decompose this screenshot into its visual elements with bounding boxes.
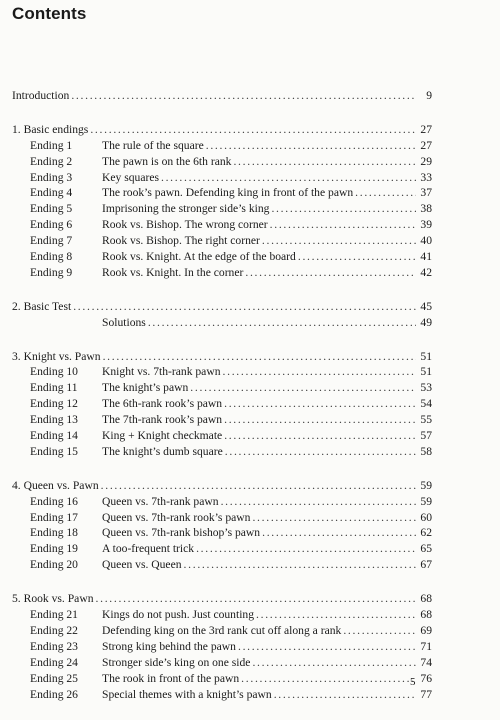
- toc-section: [12, 349, 432, 460]
- dot-leader: [256, 607, 416, 623]
- entry-title: King + Knight checkmate: [102, 429, 223, 443]
- ending-number: Ending 3: [30, 170, 73, 184]
- ending-number: Ending 20: [30, 558, 78, 572]
- ending-number: Ending 6: [30, 218, 73, 232]
- page-number: 55: [420, 413, 432, 427]
- toc-section-header[interactable]: [12, 299, 432, 315]
- toc-entry[interactable]: [12, 607, 432, 623]
- toc-entry[interactable]: [12, 412, 432, 428]
- page-number: 41: [420, 250, 432, 264]
- dot-leader: [190, 380, 416, 396]
- ending-number: Ending 15: [30, 444, 78, 458]
- toc-entry[interactable]: [12, 687, 432, 703]
- section-title: 4. Queen vs. Pawn: [12, 478, 99, 492]
- ending-number: Ending 18: [30, 526, 78, 540]
- dot-leader: [73, 299, 416, 315]
- section-title: 1. Basic endings: [12, 122, 89, 136]
- dot-leader: [206, 138, 416, 154]
- entry-title: Key squares: [102, 170, 159, 184]
- toc-entry[interactable]: [12, 315, 432, 331]
- entry-title: The 7th-rank rook’s pawn: [102, 413, 223, 427]
- entry-title: The knight’s pawn: [102, 381, 189, 395]
- page-number: 51: [420, 349, 432, 363]
- dot-leader: [223, 364, 417, 380]
- toc-section: [12, 122, 432, 281]
- toc-entry[interactable]: [12, 444, 432, 460]
- ending-number: Ending 8: [30, 250, 73, 264]
- toc-entry[interactable]: [12, 623, 432, 639]
- dot-leader: [196, 541, 416, 557]
- entry-title: Defending king on the 3rd rank cut off along a rank: [102, 623, 342, 637]
- ending-number: Ending 19: [30, 542, 78, 556]
- ending-number: Ending 13: [30, 413, 78, 427]
- entry-title: The rule of the square: [102, 138, 204, 152]
- page-number: 60: [420, 510, 432, 524]
- page-number: 27: [420, 138, 432, 152]
- toc-entry[interactable]: [12, 428, 432, 444]
- page-number: 58: [420, 444, 432, 458]
- page-number: 9: [426, 89, 432, 102]
- dot-leader: [355, 185, 416, 201]
- page-number: 40: [420, 234, 432, 248]
- ending-number: Ending 25: [30, 671, 78, 685]
- page-number: 51: [420, 365, 432, 379]
- dot-leader: [343, 623, 416, 639]
- toc-entry[interactable]: [12, 510, 432, 526]
- dot-leader: [184, 557, 416, 573]
- entry-title: The pawn is on the 6th rank: [102, 154, 232, 168]
- ending-number: Ending 12: [30, 397, 78, 411]
- page-number: 27: [420, 122, 432, 136]
- toc-section: [12, 478, 432, 573]
- dot-leader: [101, 478, 416, 494]
- ending-number: Ending 10: [30, 365, 78, 379]
- toc-entry[interactable]: [12, 170, 432, 186]
- page-number: 5: [410, 676, 416, 688]
- dot-leader: [262, 233, 416, 249]
- table-of-contents: [12, 88, 432, 720]
- page-number: 59: [420, 478, 432, 492]
- ending-number: Ending 26: [30, 687, 78, 701]
- section-title: 5. Rook vs. Pawn: [12, 592, 94, 606]
- entry-title: Special themes with a knight’s pawn: [102, 687, 272, 701]
- page-number: 59: [420, 494, 432, 508]
- page-number: 62: [420, 526, 432, 540]
- section-title: Introduction: [12, 89, 70, 102]
- toc-section-header[interactable]: [12, 349, 432, 365]
- toc-entry[interactable]: [12, 525, 432, 541]
- dot-leader: [252, 510, 416, 526]
- page-number: 74: [420, 655, 432, 669]
- ending-number: Ending 2: [30, 154, 73, 168]
- ending-number: Ending 1: [30, 138, 73, 152]
- ending-number: Ending 7: [30, 234, 73, 248]
- toc-entry[interactable]: [12, 380, 432, 396]
- toc-entry[interactable]: [12, 265, 432, 281]
- entry-title: Queen vs. 7th-rank rook’s pawn: [102, 510, 251, 524]
- ending-number: Ending 24: [30, 655, 78, 669]
- page-number: 53: [420, 381, 432, 395]
- entry-title: The rook’s pawn. Defending king in front of the pawn: [102, 186, 354, 200]
- ending-number: Ending 11: [30, 381, 78, 395]
- page-number: 76: [420, 671, 432, 685]
- dot-leader: [270, 217, 416, 233]
- dot-leader: [161, 170, 416, 186]
- toc-entry[interactable]: [12, 494, 432, 510]
- page-number: 29: [420, 154, 432, 168]
- entry-title: Queen vs. Queen: [102, 558, 182, 572]
- entry-title: Queen vs. 7th-rank pawn: [102, 494, 219, 508]
- toc-entry[interactable]: [12, 249, 432, 265]
- dot-leader: [274, 687, 416, 703]
- dot-leader: [233, 154, 416, 170]
- page-number: 42: [420, 265, 432, 279]
- page-title: Contents: [12, 4, 87, 23]
- ending-number: Ending 23: [30, 639, 78, 653]
- page-number: 69: [420, 623, 432, 637]
- page-number: 38: [420, 202, 432, 216]
- toc-entry[interactable]: [12, 541, 432, 557]
- toc-entry[interactable]: [12, 138, 432, 154]
- dot-leader: [245, 265, 416, 281]
- toc-section-header[interactable]: [12, 88, 432, 104]
- toc-section-header[interactable]: [12, 591, 432, 607]
- entry-title: Stronger side’s king on one side: [102, 655, 251, 669]
- toc-section: [12, 88, 432, 104]
- toc-entry[interactable]: [12, 639, 432, 655]
- page-number: 33: [420, 170, 432, 184]
- dot-leader: [271, 201, 416, 217]
- toc-entry[interactable]: [12, 557, 432, 573]
- dot-leader: [241, 671, 416, 687]
- page-number: 37: [420, 186, 432, 200]
- dot-leader: [238, 639, 416, 655]
- ending-number: Ending 16: [30, 494, 78, 508]
- toc-section: [12, 299, 432, 331]
- dot-leader: [96, 591, 417, 607]
- page-number: 54: [420, 397, 432, 411]
- dot-leader: [224, 428, 416, 444]
- toc-section: [12, 591, 432, 702]
- entry-title: Rook vs. Bishop. The wrong corner: [102, 218, 268, 232]
- toc-section-header[interactable]: [12, 122, 432, 138]
- page-number: 39: [420, 218, 432, 232]
- dot-leader: [224, 412, 416, 428]
- entry-title: Knight vs. 7th-rank pawn: [102, 365, 221, 379]
- page-number: 57: [420, 429, 432, 443]
- toc-entry[interactable]: [12, 655, 432, 671]
- dot-leader: [221, 494, 416, 510]
- dot-leader: [262, 525, 416, 541]
- entry-title: Imprisoning the stronger side’s king: [102, 202, 270, 216]
- dot-leader: [71, 88, 416, 104]
- ending-number: Ending 9: [30, 265, 73, 279]
- ending-number: Ending 17: [30, 510, 78, 524]
- entry-title: Rook vs. Knight. At the edge of the board: [102, 250, 296, 264]
- section-title: 2. Basic Test: [12, 299, 72, 313]
- entry-title: Solutions: [102, 315, 146, 329]
- dot-leader: [224, 396, 416, 412]
- toc-entry[interactable]: [12, 364, 432, 380]
- entry-title: The 6th-rank rook’s pawn: [102, 397, 223, 411]
- toc-entry[interactable]: [12, 671, 432, 687]
- entry-title: A too-frequent trick: [102, 542, 195, 556]
- entry-title: Strong king behind the pawn: [102, 639, 236, 653]
- entry-title: Rook vs. Bishop. The right corner: [102, 234, 260, 248]
- page-number: 45: [420, 299, 432, 313]
- toc-entry[interactable]: [12, 154, 432, 170]
- ending-number: Ending 22: [30, 623, 78, 637]
- page-number: 67: [420, 558, 432, 572]
- dot-leader: [298, 249, 416, 265]
- page-number: 77: [420, 687, 432, 701]
- dot-leader: [90, 122, 416, 138]
- page-number: 68: [420, 608, 432, 622]
- toc-section-header[interactable]: [12, 478, 432, 494]
- page-number: 65: [420, 542, 432, 556]
- entry-title: Rook vs. Knight. In the corner: [102, 265, 244, 279]
- dot-leader: [225, 444, 416, 460]
- ending-number: Ending 4: [30, 186, 73, 200]
- dot-leader: [148, 315, 416, 331]
- page-number: 49: [420, 315, 432, 329]
- ending-number: Ending 21: [30, 608, 78, 622]
- toc-entry[interactable]: [12, 217, 432, 233]
- toc-entry[interactable]: [12, 233, 432, 249]
- toc-entry[interactable]: [12, 201, 432, 217]
- section-title: 3. Knight vs. Pawn: [12, 349, 101, 363]
- entry-title: Kings do not push. Just counting: [102, 608, 255, 622]
- toc-entry[interactable]: [12, 185, 432, 201]
- entry-title: The knight’s dumb square: [102, 444, 223, 458]
- entry-title: Queen vs. 7th-rank bishop’s pawn: [102, 526, 261, 540]
- ending-number: Ending 14: [30, 429, 78, 443]
- toc-entry[interactable]: [12, 396, 432, 412]
- dot-leader: [103, 349, 416, 365]
- ending-number: Ending 5: [30, 202, 73, 216]
- page-number: 71: [420, 639, 432, 653]
- page-number: 68: [420, 592, 432, 606]
- entry-title: The rook in front of the pawn: [102, 671, 240, 685]
- dot-leader: [252, 655, 416, 671]
